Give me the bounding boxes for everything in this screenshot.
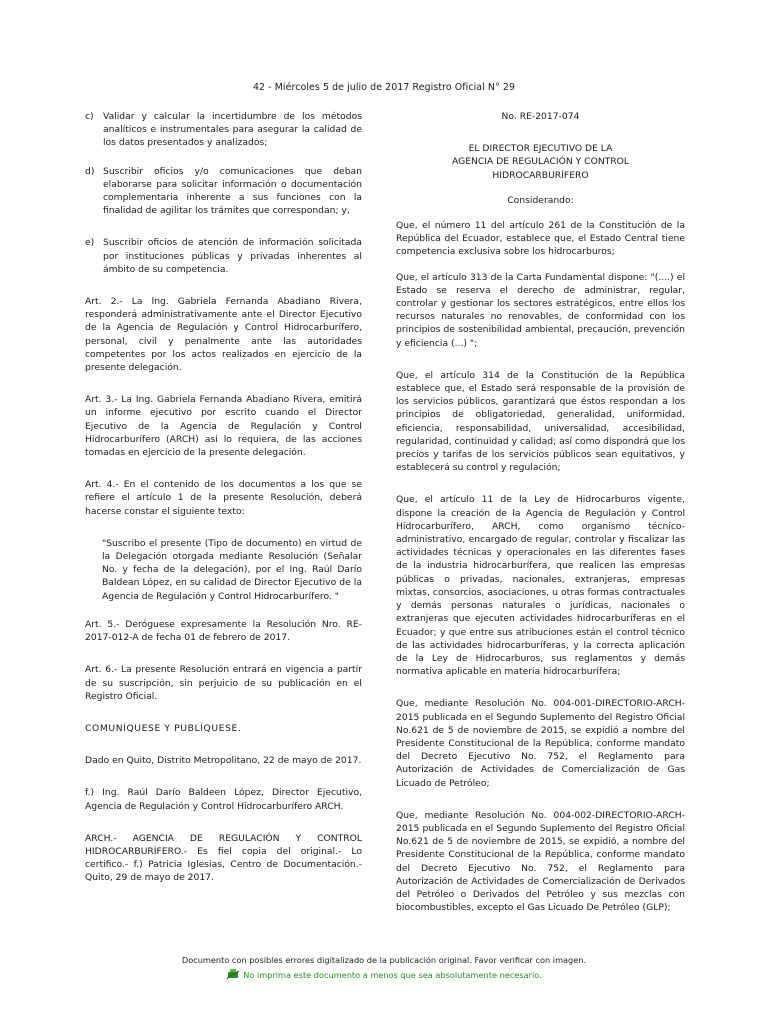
whereas-4: Que, el artículo 11 de la Ley de Hidrocarburos vigente, dispone la creación de la Agencia de Regulación y Control Hidrocarburífero, ARCH, como organismo técnico-administrativo, encargado de regular, controlar y fiscalizar las actividades técnicas y operacionales en las diferentes fases de la industria hidrocarburífera, que realicen las empresas públicas o privadas, nacionales, extranjeras, empresas mixtas, consorcios, asociaciones, u otras formas contractuales y demás personas naturales o jurídicas, nacionales o extranjeras que ejecuten actividades hidrocarburíferas en el Ecuador; y que entre sus atribuciones están el control técnico de las actividades hidrocarburíferas, y la correcta aplicación de la Ley de Hidrocarburos, sus reglamentos y demás normativa aplicable en materia hidrocarburífera; xyxy=(396,494,685,678)
considerando-heading: Considerando: xyxy=(507,194,574,206)
article-4: Art. 4.- En el contenido de los documentos a los que se refiere el artículo 1 de la presente Resolución, deberá hacerse constar el siguiente texto: xyxy=(85,479,362,517)
comuniquese: COMUNÍQUESE Y PUBLÍQUESE. xyxy=(85,722,242,734)
dado-en-quito: Dado en Quito, Distrito Metropolitano, 22 de mayo de 2017. xyxy=(85,755,362,767)
whereas-6: Que, mediante Resolución No. 004-002-DIRECTORIO-ARCH-2015 publicada en el Segundo Suplemento del Registro Oficial No.621 de 5 de noviembre de 2015, se expidió, a nombre del Presidente Constitucional de la República, conforme mandato del Decreto Ejecutivo No. 752, el Reglamento para Autorización de Actividades de Comercialización de Derivados del Petróleo o Derivados del Petróleo y sus mezclas con biocombustibles, excepto el Gas Licuado De Petróleo (GLP); xyxy=(396,809,685,914)
list-text: Suscribir oficios de atención de información solicitada por instituciones públicas y privadas inherentes al ámbito de su competencia. xyxy=(103,237,362,275)
list-label: e) xyxy=(85,237,95,249)
list-label: c) xyxy=(85,111,94,122)
footer-notice: Documento con posibles errores digitalizado de la publicación original. Favor verificar con imagen. xyxy=(181,955,587,965)
whereas-5: Que, mediante Resolución No. 004-001-DIRECTORIO-ARCH-2015 publicada en el Segundo Suplemento del Registro Oficial No.621 de 5 de noviembre de 2015, se expidió a nombre del Presidente Constitucional de la República, conforme mandato del Decreto Ejecutivo No. 752, el Reglamento para Autorización de Actividades de Comercialización de Gas Licuado de Petróleo; xyxy=(396,698,685,789)
list-label: d) xyxy=(85,165,95,177)
title-line-3: HIDROCARBURÍFERO xyxy=(492,169,589,181)
article-3: Art. 3.- La Ing. Gabriela Fernanda Abadiano Rivera, emitirá un informe ejecutivo por escrito cuando el Director Ejecutivo de la Agencia de Regulación y Control Hidrocarburífero (ARCH) así lo requiera, de las acciones tomadas en ejercicio de la presente delegación. xyxy=(85,394,362,459)
title-line-2: AGENCIA DE REGULACIÓN Y CONTROL xyxy=(451,156,630,168)
title-line-1: EL DIRECTOR EJECUTIVO DE LA xyxy=(468,143,613,155)
signature-line: f.) Ing. Raúl Darío Baldeen López, Director Ejecutivo, Agencia de Regulación y Control Hidrocarburífero ARCH. xyxy=(85,787,362,812)
left-column xyxy=(85,110,362,885)
certification: ARCH.- AGENCIA DE REGULACIÓN Y CONTROL HIDROCARBURÍFERO.- Es fiel copia del original.- Lo certifico.- f.) Patricia Iglesias, Centro de Documentación.- Quito, 29 de mayo de 2017. xyxy=(85,832,362,884)
list-item-c xyxy=(85,110,362,150)
whereas-1: Que, el número 11 del artículo 261 de la Constitución de la República del Ecuador, establece que, el Estado Central tiene competencia exclusiva sobre los hidrocarburos; xyxy=(396,220,685,258)
article-2: Art. 2.- La Ing. Gabriela Fernanda Abadiano Rivera, responderá administrativamente ante el Director Ejecutivo de la Agencia de Regulación y Control Hidrocarburífero, personal, civil y penalmente ante las autoridades competentes por los actos realizados en ejercicio de la presente delegación. xyxy=(85,296,362,374)
footer-eco-line xyxy=(0,968,768,982)
whereas-3: Que, el artículo 314 de la Constitución de la República establece que, el Estado será responsable de la provisión de los servicios públicos, garantizará que éstos respondan a los principios de obligatoriedad, generalidad, uniformidad, eficiencia, responsabilidad, universalidad, accesibilidad, regularidad, continuidad y calidad; así como dispondrá que los precios y tarifas de los servicios públicos sean equitativos, y establecerá su control y regulación; xyxy=(396,369,685,474)
list-item-d xyxy=(85,165,362,218)
resolution-number: No. RE-2017-074 xyxy=(501,111,580,122)
right-column xyxy=(396,110,685,914)
list-text: Validar y calcular la incertidumbre de los métodos analíticos e instrumentales para asegurar la calidad de los datos presentados y analizados; xyxy=(103,111,362,149)
page-header: 42 - Miércoles 5 de julio de 2017 Registro Oficial N° 29 xyxy=(252,82,516,93)
quoted-text: "Suscribo el presente (Tipo de documento) en virtud de la Delegación otorgada mediante Resolución (Señalar No. y fecha de la delegación), por el Ing. Raúl Darío Baldean López, en su calidad de Director Ejecutivo de la Agencia de Regulación y Control Hidrocarburífero. " xyxy=(102,537,362,602)
recycle-print-icon xyxy=(226,968,240,982)
list-item-e xyxy=(85,236,362,276)
article-5: Art. 5.- Deróguese expresamente la Resolución Nro. RE-2017-012-A de fecha 01 de febrero de 2017. xyxy=(85,618,362,644)
article-6: Art. 6.- La presente Resolución entrará en vigencia a partir de su suscripción, sin perjuicio de su publicación en el Registro Oficial. xyxy=(85,664,362,702)
whereas-2: Que, el artículo 313 de la Carta Fundamental dispone: "(....) el Estado se reserva el derecho de administrar, regular, controlar y gestionar los sectores estratégicos, entre ellos los recursos naturales no renovables, de conformidad con los principios de sostenibilidad ambiental, precaución, prevención y eficiencia (...) "; xyxy=(396,271,685,349)
footer-eco-text: No imprima este documento a menos que sea absolutamente necesario. xyxy=(243,970,542,980)
list-text: Suscribir oficios y/o comunicaciones que deban elaborarse para solicitar información o documentación complementaria inherente a sus funciones con la finalidad de agilitar los trámites que correspondan; y, xyxy=(103,165,362,217)
